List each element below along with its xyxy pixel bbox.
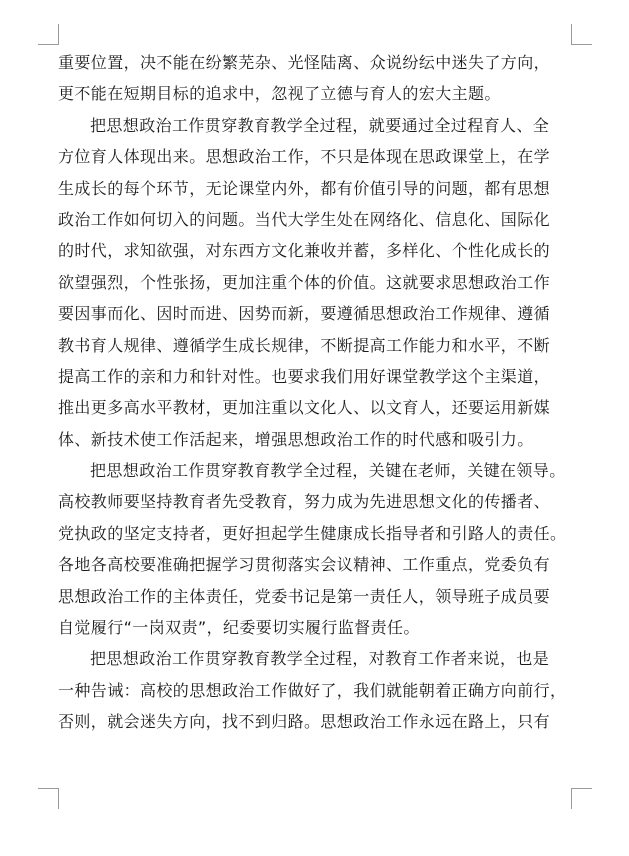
text-line: 生成长的每个环节，无论课堂内外，都有价值引导的问题，都有思想	[58, 178, 551, 198]
bottom-right-margin-mark	[571, 788, 592, 809]
text-line: 一种告诫：高校的思想政治工作做好了，我们就能朝着正确方向前行，	[58, 680, 567, 700]
document-body[interactable]	[58, 47, 572, 738]
top-left-margin-mark	[38, 24, 59, 45]
text-line: 推出更多高水平教材，更加注重以文化人、以文育人，还要运用新媒	[58, 398, 551, 418]
bottom-left-margin-mark	[38, 788, 59, 809]
text-line: 政治工作如何切入的问题。当代大学生处在网络化、信息化、国际化	[58, 209, 551, 229]
text-line: 重要位置，决不能在纷繁芜杂、光怪陆离、众说纷纭中迷失了方向，	[58, 53, 551, 72]
paragraph-start-line: 把思想政治工作贯穿教育教学全过程，就要通过全过程育人、全	[90, 115, 550, 135]
text-line: 否则，就会迷失方向，找不到归路。思想政治工作永远在路上，只有	[58, 712, 551, 732]
text-line: 要因事而化、因时而进、因势而新，要遵循思想政治工作规律、遵循	[58, 304, 551, 324]
top-right-margin-mark	[571, 24, 592, 45]
text-line: 更不能在短期目标的追求中，忽视了立德与育人的宏大主题。	[58, 84, 501, 104]
text-line: 高校教师要坚持教育者先受教育，努力成为先进思想文化的传播者、	[58, 492, 551, 512]
text-line: 提高工作的亲和力和针对性。也要求我们用好课堂教学这个主渠道，	[58, 366, 551, 386]
text-line: 欲望强烈，个性张扬，更加注重个体的价值。这就要求思想政治工作	[58, 272, 551, 292]
paragraph-start-line: 把思想政治工作贯穿教育教学全过程，关键在老师，关键在领导。	[90, 461, 566, 481]
text-line: 体、新技术使工作活起来，增强思想政治工作的时代感和吸引力。	[58, 429, 534, 449]
text-line: 党执政的坚定支持者，更好担起学生健康成长指导者和引路人的责任。	[58, 523, 567, 543]
paragraph-start-line: 把思想政治工作贯穿教育教学全过程，对教育工作者来说，也是	[90, 649, 550, 669]
text-line: 思想政治工作的主体责任，党委书记是第一责任人，领导班子成员要	[58, 586, 551, 606]
text-line: 的时代，求知欲强，对东西方文化兼收并蓄，多样化、个性化成长的	[58, 241, 551, 261]
text-line: 方位育人体现出来。思想政治工作，不只是体现在思政课堂上，在学	[58, 147, 551, 167]
text-line: 自觉履行“一岗双责”，纪委要切实履行监督责任。	[58, 618, 420, 638]
text-line: 教书育人规律、遵循学生成长规律，不断提高工作能力和水平，不断	[58, 335, 551, 355]
text-line: 各地各高校要准确把握学习贯彻落实会议精神、工作重点，党委负有	[58, 555, 551, 575]
